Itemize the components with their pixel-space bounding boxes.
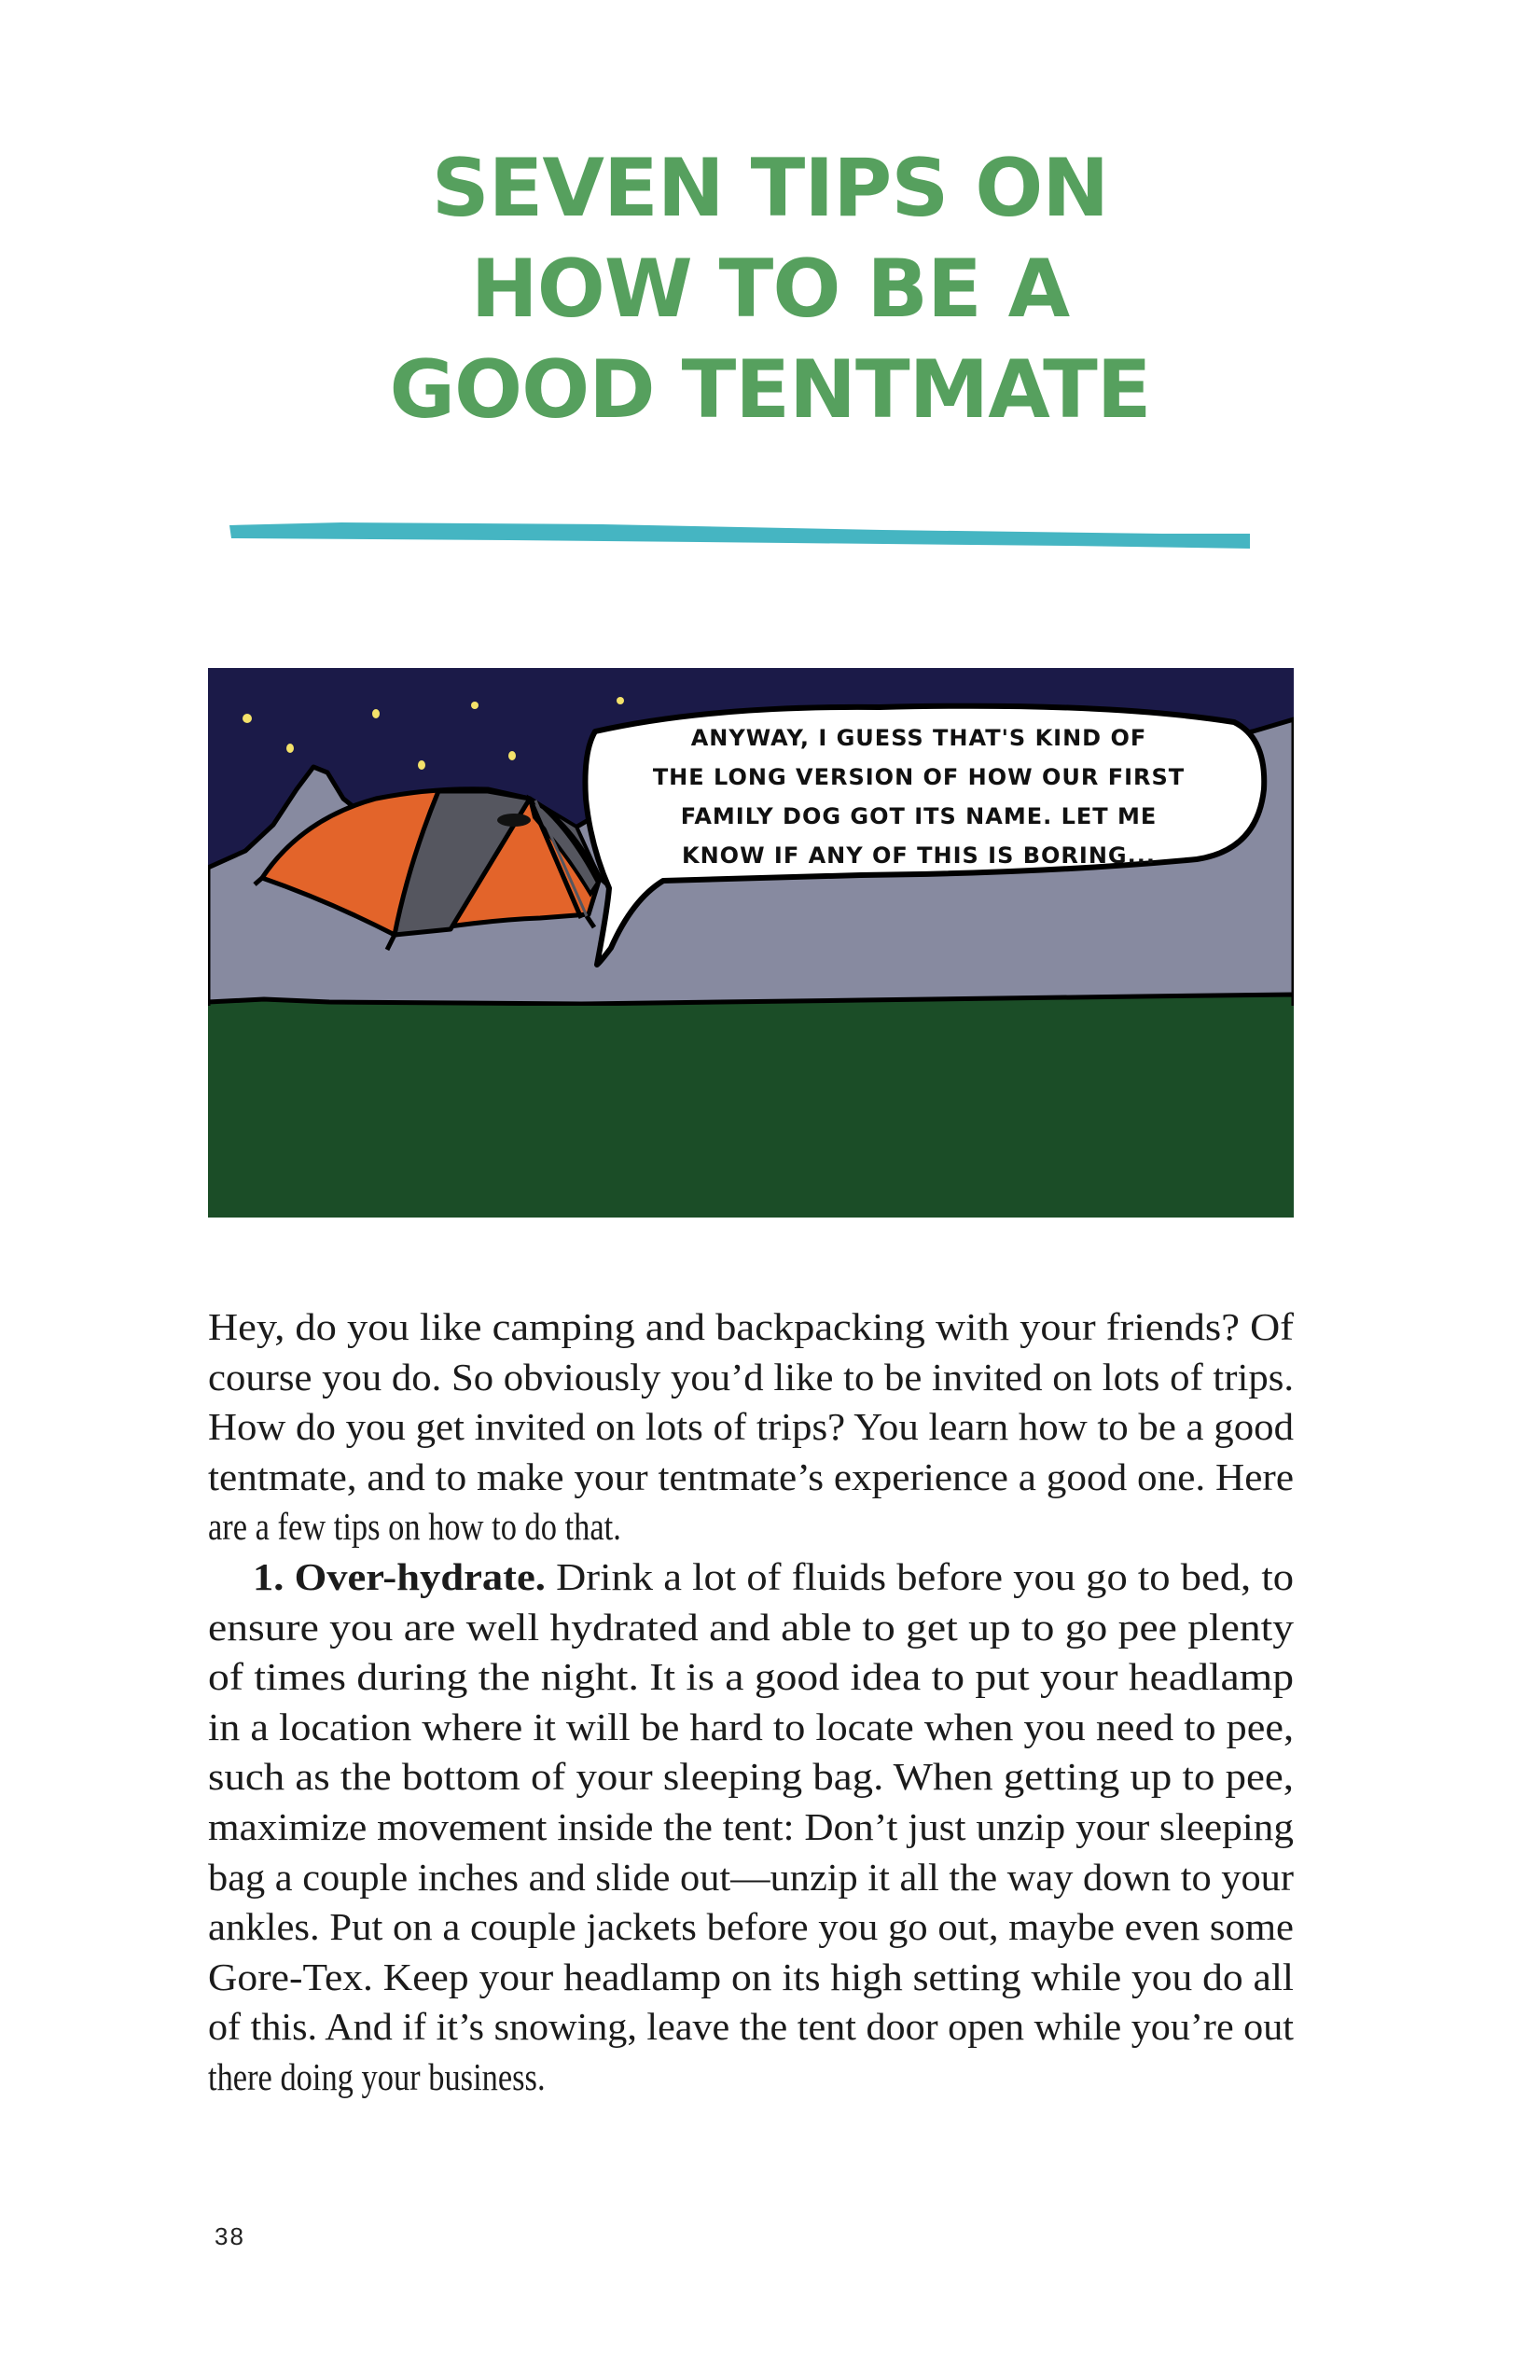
- tip-1-title: Over-hydrate.: [294, 1554, 546, 1598]
- intro-line: course you do. So obviously you’d like to be invited on lots of trips.: [208, 1355, 1295, 1399]
- tip-1-line: there doing your business.: [208, 2054, 546, 2098]
- intro-line: Hey, do you like camping and backpacking with your friends? Of: [208, 1305, 1294, 1348]
- bubble-line-3: FAMILY DOG GOT ITS NAME. LET ME: [680, 803, 1158, 829]
- tip-1-line: ankles. Put on a couple jackets before you go out, maybe even some: [208, 1905, 1294, 1949]
- title-line-2: HOW TO BE A: [470, 243, 1070, 336]
- bubble-line-2: THE LONG VERSION OF HOW OUR FIRST: [652, 764, 1186, 790]
- tip-1-first-line: Drink a lot of fluids before you go to bed, to: [545, 1554, 1294, 1598]
- title-line-3: GOOD TENTMATE: [389, 343, 1151, 437]
- tip-1-line: such as the bottom of your sleeping bag. When getting up to pee,: [208, 1755, 1294, 1799]
- intro-line: are a few tips on how to do that.: [208, 1505, 621, 1549]
- intro-line: How do you get invited on lots of trips? You learn how to be a good: [208, 1405, 1294, 1449]
- tip-1-line: in a location where it will be hard to locate when you need to pee,: [208, 1705, 1294, 1748]
- speech-bubble-text: [602, 718, 1236, 875]
- tip-1-line: of times during the night. It is a good idea to put your headlamp: [208, 1655, 1294, 1699]
- title-line-1: SEVEN TIPS ON: [431, 142, 1109, 235]
- body-text: [208, 1302, 1294, 2103]
- tip-1-line: ensure you are well hydrated and able to get up to go pee plenty: [208, 1605, 1294, 1649]
- tip-1-heading-line: [208, 1552, 1294, 1603]
- tip-1-number: 1.: [253, 1554, 284, 1598]
- tip-1-line: maximize movement inside the tent: Don’t just unzip your sleeping: [208, 1804, 1294, 1848]
- tip-1-line: Gore-Tex. Keep your headlamp on its high setting while you do all: [208, 1955, 1294, 1998]
- teal-divider-bar: [229, 519, 1250, 549]
- page-title: [0, 138, 1540, 440]
- page-number: 38: [215, 2222, 245, 2250]
- tip-1-line: of this. And if it’s snowing, leave the tent door open while you’re out: [208, 2005, 1294, 2049]
- bubble-line-4: KNOW IF ANY OF THIS IS BORING...: [682, 842, 1156, 869]
- tip-1-line: bag a couple inches and slide out—unzip it all the way down to your: [208, 1855, 1294, 1899]
- intro-line: tentmate, and to make your tentmate’s experience a good one. Here: [208, 1454, 1294, 1498]
- bubble-line-1: ANYWAY, I GUESS THAT'S KIND OF: [690, 725, 1147, 751]
